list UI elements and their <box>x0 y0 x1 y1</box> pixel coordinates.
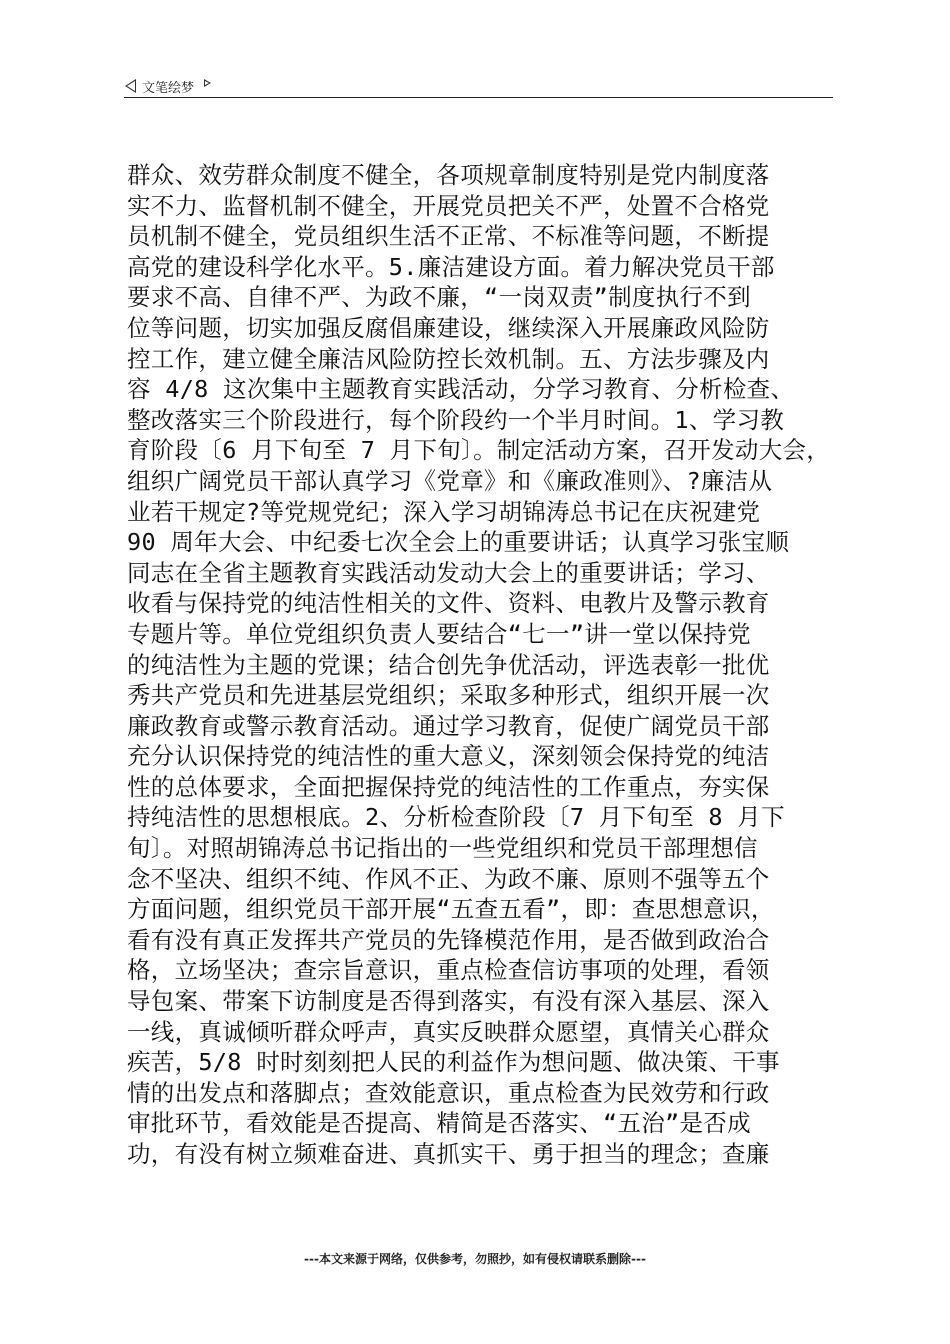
body-line: 充分认识保持党的纯洁性的重大意义，深刻领会保持党的纯洁 <box>127 742 770 771</box>
triangle-left-icon <box>125 79 136 93</box>
body-line: 群众、效劳群众制度不健全，各项规章制度特别是党内制度落 <box>127 161 770 189</box>
body-line: 容 4/8 这次集中主题教育实践活动，分学习教育、分析检查、 <box>127 375 795 404</box>
body-line: 业若干规定?等党规党纪；深入学习胡锦涛总书记在庆祝建党 <box>127 497 761 526</box>
body-line: 性的总体要求，全面把握保持党的纯洁性的工作重点，夯实保 <box>127 772 770 801</box>
body-line: 高党的建设科学化水平。5.廉洁建设方面。着力解决党员干部 <box>127 252 775 281</box>
body-line: 疾苦，5/8 时时刻刻把人民的利益作为想问题、做决策、干事 <box>127 1048 780 1077</box>
body-line: 整改落实三个阶段进行，每个阶段约一个半月时间。1、学习教 <box>127 405 785 434</box>
body-line: 要求不高、自律不严、为政不廉，“一岗双责”制度执行不到 <box>127 283 751 312</box>
body-line: 看有没有真正发挥共产党员的先锋模范作用，是否做到政治合 <box>127 925 770 954</box>
body-line: 廉政教育或警示教育活动。通过学习教育，促使广阔党员干部 <box>127 711 770 740</box>
body-line: 同志在全省主题教育实践活动发动大会上的重要讲话；学习、 <box>127 558 770 587</box>
body-line: 导包案、带案下访制度是否得到落实，有没有深入基层、深入 <box>127 987 770 1016</box>
body-line: 情的出发点和落脚点；查效能意识，重点检查为民效劳和行政 <box>127 1078 770 1107</box>
body-line: 收看与保持党的纯洁性相关的文件、资料、电教片及警示教育 <box>127 589 770 618</box>
footer-disclaimer: ---本文来源于网络，仅供参考，勿照抄，如有侵权请联系删除--- <box>304 1252 646 1266</box>
body-line: 格，立场坚决；查宗旨意识，重点检查信访事项的处理，看领 <box>127 956 770 985</box>
body-line: 一线，真诚倾听群众呼声，真实反映群众愿望，真情关心群众 <box>127 1017 770 1046</box>
body-line: 的纯洁性为主题的党课；结合创先争优活动，评选表彰一批优 <box>127 650 770 679</box>
header-divider <box>124 97 833 98</box>
body-line: 方面问题，组织党员干部开展“五查五看”，即：查思想意识， <box>127 895 775 924</box>
body-line: 专题片等。单位党组织负责人要结合“七一”讲一堂以保持党 <box>127 619 751 648</box>
body-line: 持纯洁性的思想根底。2、分析检查阶段〔7 月下旬至 8 月下 <box>127 803 785 832</box>
body-line: 位等问题，切实加强反腐倡廉建设，继续深入开展廉政风险防 <box>127 313 770 342</box>
header-title: 文笔绘梦 <box>142 80 195 96</box>
body-line: 功，有没有树立频难奋进、真抓实干、勇于担当的理念；查廉 <box>127 1140 770 1168</box>
body-line: 组织广阔党员干部认真学习《党章》和《廉政准则》、?廉洁从 <box>127 466 773 495</box>
document-body <box>127 160 839 1170</box>
body-line: 实不力、监督机制不健全，开展党员把关不严，处置不合格党 <box>127 191 770 220</box>
page-header <box>125 76 211 96</box>
body-line: 念不坚决、组织不纯、作风不正、为政不廉、原则不强等五个 <box>127 864 770 893</box>
body-line: 90 周年大会、中纪委七次全会上的重要讲话；认真学习张宝顺 <box>127 528 790 557</box>
body-line: 员机制不健全，党员组织生活不正常、不标准等问题，不断提 <box>127 222 770 251</box>
body-line: 秀共产党员和先进基层党组织；采取多种形式，组织开展一次 <box>127 681 770 710</box>
body-line: 审批环节，看效能是否提高、精简是否落实、“五治”是否成 <box>127 1109 751 1138</box>
body-line: 育阶段〔6 月下旬至 7 月下旬〕。制定活动方案，召开发动大会， <box>127 436 831 465</box>
body-line: 旬〕。对照胡锦涛总书记指出的一些党组织和党员干部理想信 <box>127 834 758 863</box>
triangle-right-icon <box>204 79 211 87</box>
body-line: 控工作，建立健全廉洁风险防控长效机制。五、方法步骤及内 <box>127 344 770 373</box>
